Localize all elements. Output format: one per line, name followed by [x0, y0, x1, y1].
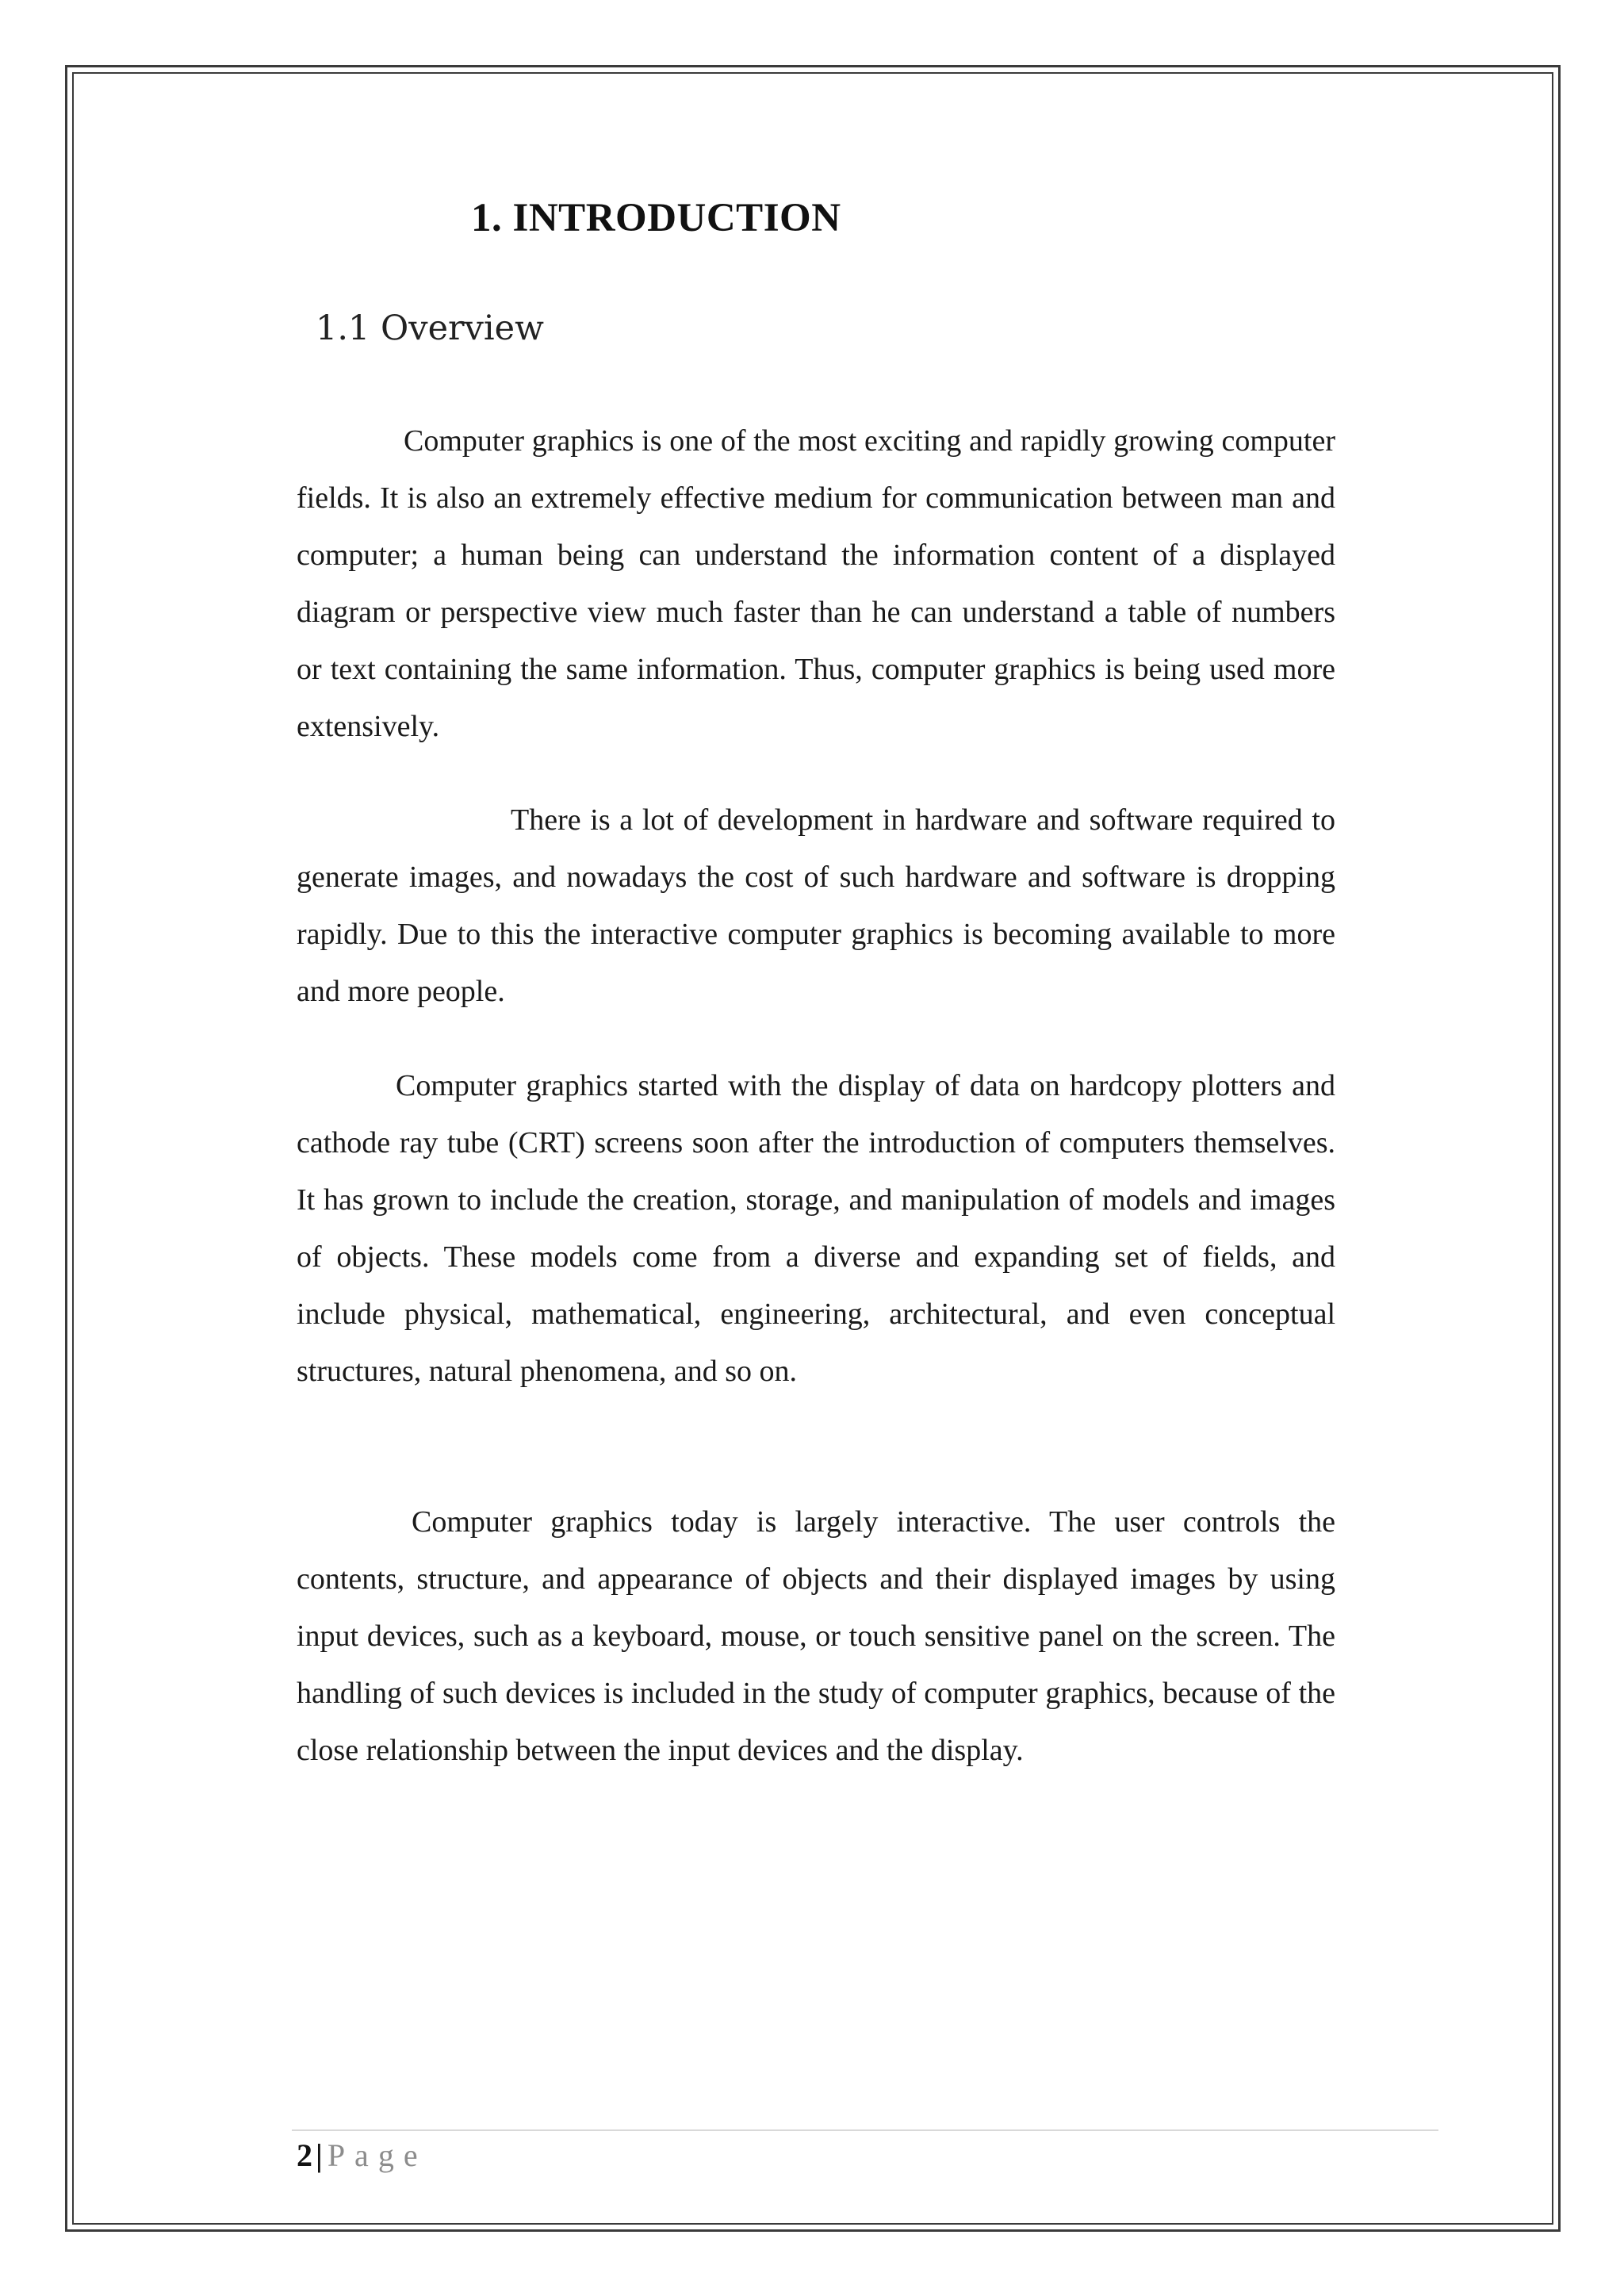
- page-label: Page: [327, 2137, 427, 2173]
- page-number: 2: [297, 2137, 312, 2173]
- section-title: 1.1 Overview: [316, 309, 544, 348]
- page-footer: [297, 2133, 427, 2178]
- paragraph-4: Computer graphics today is largely interactive. The user controls the contents, structure, and appearance of objects and their displayed images by using input devices, such as a keyboard, mouse, or touch sensitive panel on the screen. The handling of such devices is included in the study of computer graphics, because of the close relationship between the input devices and the display.: [297, 1505, 1335, 1767]
- footer-separator: |: [316, 2137, 323, 2173]
- paragraph-1: Computer graphics is one of the most exciting and rapidly growing computer fields. It is also an extremely effective medium for communication between man and computer; a human being can understand the information content of a displayed diagram or perspective view much faster than he can understand a table of numbers or text containing the same information. Thus, computer graphics is being used more extensively.: [297, 424, 1335, 743]
- footer-divider: [292, 2129, 1438, 2131]
- chapter-title: 1. INTRODUCTION: [471, 196, 841, 240]
- paragraph-2: There is a lot of development in hardware and software required to generate images, and nowadays the cost of such hardware and software is dropping rapidly. Due to this the interactive computer graphics is becoming available to more and more people.: [297, 803, 1335, 1008]
- paragraph-3: Computer graphics started with the display of data on hardcopy plotters and cathode ray tube (CRT) screens soon after the introduction of computers themselves. It has grown to include the creation, storage, and manipulation of models and images of objects. These models come from a diverse and expanding set of fields, and include physical, mathematical, engineering, architectural, and even conceptual structures, natural phenomena, and so on.: [297, 1069, 1335, 1388]
